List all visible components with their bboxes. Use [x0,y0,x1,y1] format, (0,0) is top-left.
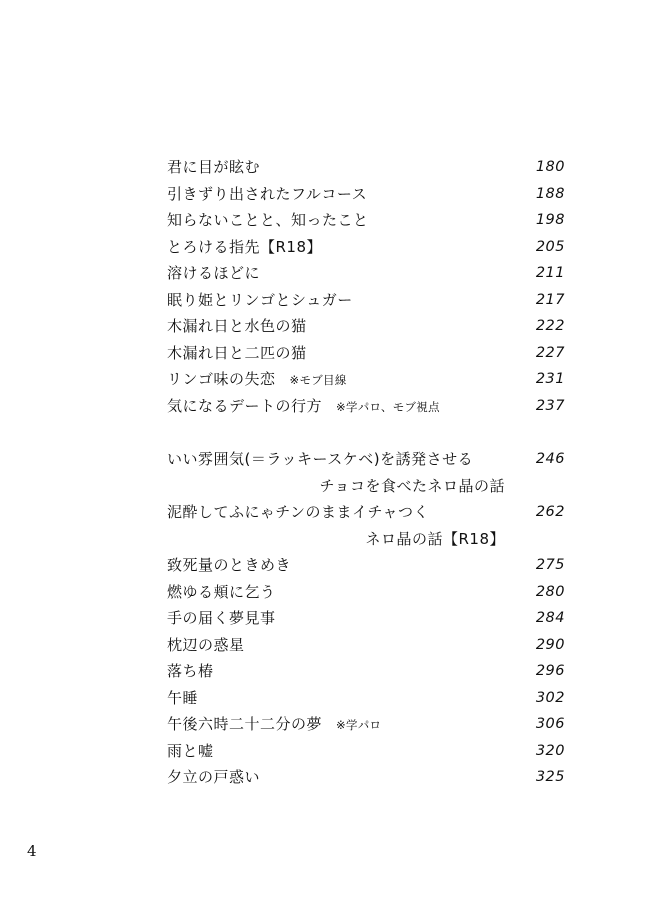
entry-page-number: 262 [535,504,565,520]
entry-title-text: 木漏れ日と水色の猫 [167,317,307,335]
entry-title-text: 木漏れ日と二匹の猫 [167,343,307,362]
toc-entry [167,207,565,234]
entry-page-number: 227 [535,344,565,361]
toc-group-3 [167,552,565,791]
entry-page-number: 205 [535,238,565,255]
entry-page-number: 275 [535,557,565,573]
entry-page-number: 302 [535,689,565,706]
entry-note: ※学パロ [336,718,382,732]
entry-title-text: 致死量のときめき [167,556,292,574]
toc-entry [167,366,565,393]
toc-entry [167,711,565,738]
toc-entry [167,154,565,181]
toc-entry [167,605,565,632]
entry-page-number: 231 [535,371,565,387]
entry-title [167,313,307,340]
entry-page-number: 296 [535,663,565,679]
entry-title-line2: チョコを食べたネロ晶の話 [319,476,505,495]
toc-entry [167,340,565,367]
entry-title-text: 午後六時二十二分の夢 [167,715,323,733]
table-of-contents [167,154,565,791]
entry-title [167,552,291,579]
entry-title-text: 知らないことと、知ったこと [167,211,369,229]
entry-title [167,260,260,287]
entry-title-line1: いい雰囲気(＝ラッキースケベ)を誘発させる [167,450,474,468]
entry-page-number: 211 [535,265,565,281]
toc-entry [167,313,565,340]
entry-page-number: 320 [535,742,565,759]
entry-title [167,181,367,208]
entry-title [167,738,214,765]
entry-page-number: 217 [535,291,565,308]
toc-entry [167,579,565,606]
toc-entry [167,287,565,314]
entry-title-text: 手の届く夢見事 [167,609,276,627]
entry-title-text: リンゴ味の失恋 [167,370,276,388]
entry-page-number: 180 [535,159,565,175]
entry-page-number: 188 [535,185,565,202]
toc-entry [167,552,565,579]
entry-title-text: 眠り姫とリンゴとシュガー [167,290,353,309]
entry-note: ※モブ目線 [289,373,347,387]
entry-title [167,711,381,739]
entry-page-number: 198 [535,212,565,228]
entry-title [167,393,440,421]
entry-title [167,154,260,181]
entry-page-number: 237 [535,397,565,414]
toc-entry [167,685,565,712]
toc-group-2 [167,446,565,552]
entry-title-text: 夕立の戸惑い [167,768,261,786]
entry-title-line1: 泥酔してふにゃチンのままイチャつく [167,503,430,521]
entry-title-text: 燃ゆる頬に乞う [167,582,276,601]
toc-group-1 [167,154,565,419]
toc-entry [167,393,565,420]
entry-title [167,579,276,606]
toc-entry [167,181,565,208]
group-spacer [167,419,565,446]
toc-entry [167,658,565,685]
entry-note: ※学パロ、モブ視点 [336,399,440,414]
toc-entry [167,764,565,791]
entry-title-text: 枕辺の惑星 [167,635,245,654]
toc-entry [167,260,565,287]
entry-title [167,764,260,791]
toc-entry [167,738,565,765]
entry-title-text: 引きずり出されたフルコース [167,184,368,203]
entry-title [167,340,307,367]
entry-title-text: 気になるデートの行方 [167,396,323,415]
entry-title [167,287,353,314]
entry-page-number: 325 [535,769,565,785]
entry-title [167,685,198,712]
entry-title [167,234,322,261]
entry-title-line2: ネロ晶の話【R18】 [365,529,505,548]
page-number: 4 [27,842,37,860]
entry-title [167,658,214,685]
toc-entry-multiline [167,446,565,499]
entry-page-number: 306 [535,716,565,732]
entry-title [167,366,347,394]
entry-title-text: 溶けるほどに [167,264,261,282]
entry-page-number: 290 [535,636,565,653]
entry-title [167,207,369,234]
entry-page-number: 222 [535,318,565,334]
toc-entry [167,632,565,659]
entry-title-text: 落ち椿 [167,662,214,680]
toc-entry [167,234,565,261]
entry-title-text: 午睡 [167,688,199,707]
entry-page-number: 280 [535,583,565,600]
entry-title [167,605,276,632]
entry-title-text: 雨と嘘 [167,741,214,760]
toc-entry-multiline [167,499,565,552]
entry-page-number: 246 [535,451,565,467]
entry-page-number: 284 [535,610,565,626]
entry-title-text: とろける指先【R18】 [167,237,323,256]
entry-title-text: 君に目が眩む [167,158,261,176]
entry-title [167,632,245,659]
